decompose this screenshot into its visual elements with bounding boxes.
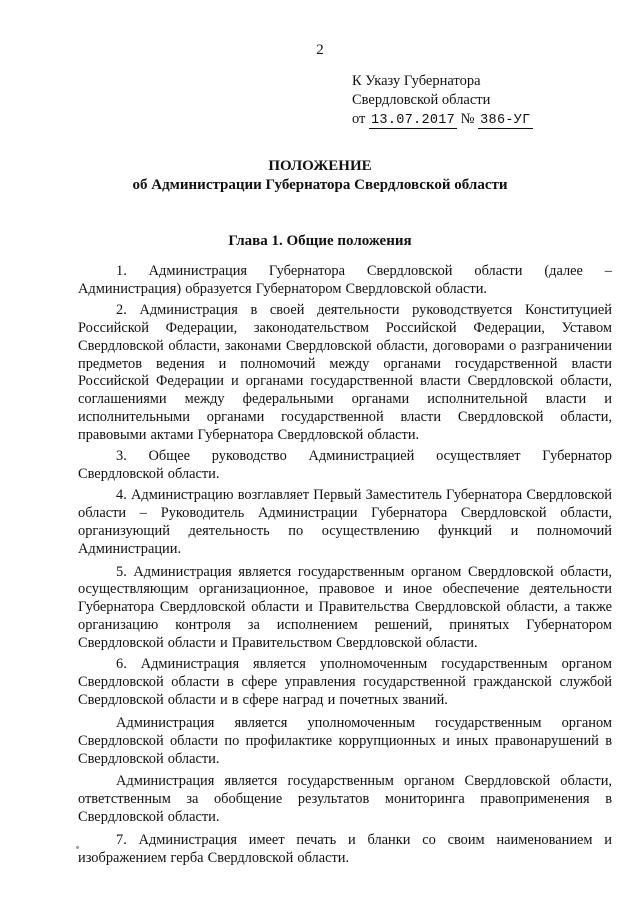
- paragraph-7: 7. Администрация имеет печать и бланки со своим наименованием и изображением герба Свердловской области.: [78, 832, 612, 867]
- scan-dot: [76, 846, 79, 849]
- document-subheading: об Администрации Губернатора Свердловской области: [132, 177, 508, 193]
- paragraph-6: 6. Администрация является уполномоченным государственным органом Свердловской области в сфере управления государственной гражданской службой Свердловской области и в сфере наград и почетных званий.: [78, 656, 612, 708]
- annex-number: 386-УГ: [480, 113, 531, 128]
- chapter-title: Глава 1. Общие положения: [228, 233, 412, 249]
- paragraph-4: 4. Администрацию возглавляет Первый Заместитель Губернатора Свердловской области – Руководитель Администрации Губернатора Свердловской области, организующий деятельность по осуществлению функций и полномочий Администрации.: [78, 486, 612, 557]
- annex-date: 13.07.2017: [371, 113, 456, 128]
- annex-line-1: К Указу Губернатора: [352, 73, 481, 89]
- document-heading: ПОЛОЖЕНИЕ: [268, 158, 372, 174]
- paragraph-6-monitoring: Администрация является государственным органом Свердловской области, ответственным за обобщение результатов мониторинга правоприменения в Свердловской области.: [78, 773, 612, 826]
- annex-number-label: №: [460, 111, 475, 127]
- paragraph-5: 5. Администрация является государственным органом Свердловской области, осуществляющим организационное, правовое и иное обеспечение деятельности Губернатора Свердловской области и Правительства Свердловской области, а также организацию контроля за исполнением решений, принятых Губернатором Свердловской области и Правительством Свердловской области.: [78, 563, 612, 652]
- annex-reference: [352, 72, 533, 130]
- paragraph-1: 1. Администрация Губернатора Свердловской области (далее – Администрация) образуется Губернатором Свердловской области.: [78, 263, 612, 297]
- annex-date-prefix: от: [352, 111, 366, 127]
- document-body: [78, 263, 612, 873]
- paragraph-2: 2. Администрация в своей деятельности руководствуется Конституцией Российской Федерации, законодательством Российской Федерации, Уставом Свердловской области, законами Свердловской области, договорами о разграничении предметов ведения и полномочий между органами государственной власти Российской Федерации и органами государственной власти Свердловской области, соглашениями между федеральными органами исполнительной власти и исполнительными органами государственной власти Свердловской области, правовыми актами Губернатора Свердловской области.: [78, 301, 612, 444]
- paragraph-6-anticorruption: Администрация является уполномоченным государственным органом Свердловской области по профилактике коррупционных и иных правонарушений в Свердловской области.: [78, 714, 612, 767]
- annex-line-2: Свердловской области: [352, 92, 491, 108]
- document-title: [0, 157, 640, 195]
- page-number: 2: [316, 42, 324, 58]
- paragraph-3: 3. Общее руководство Администрацией осуществляет Губернатор Свердловской области.: [78, 448, 612, 482]
- annex-date-line: [352, 110, 533, 130]
